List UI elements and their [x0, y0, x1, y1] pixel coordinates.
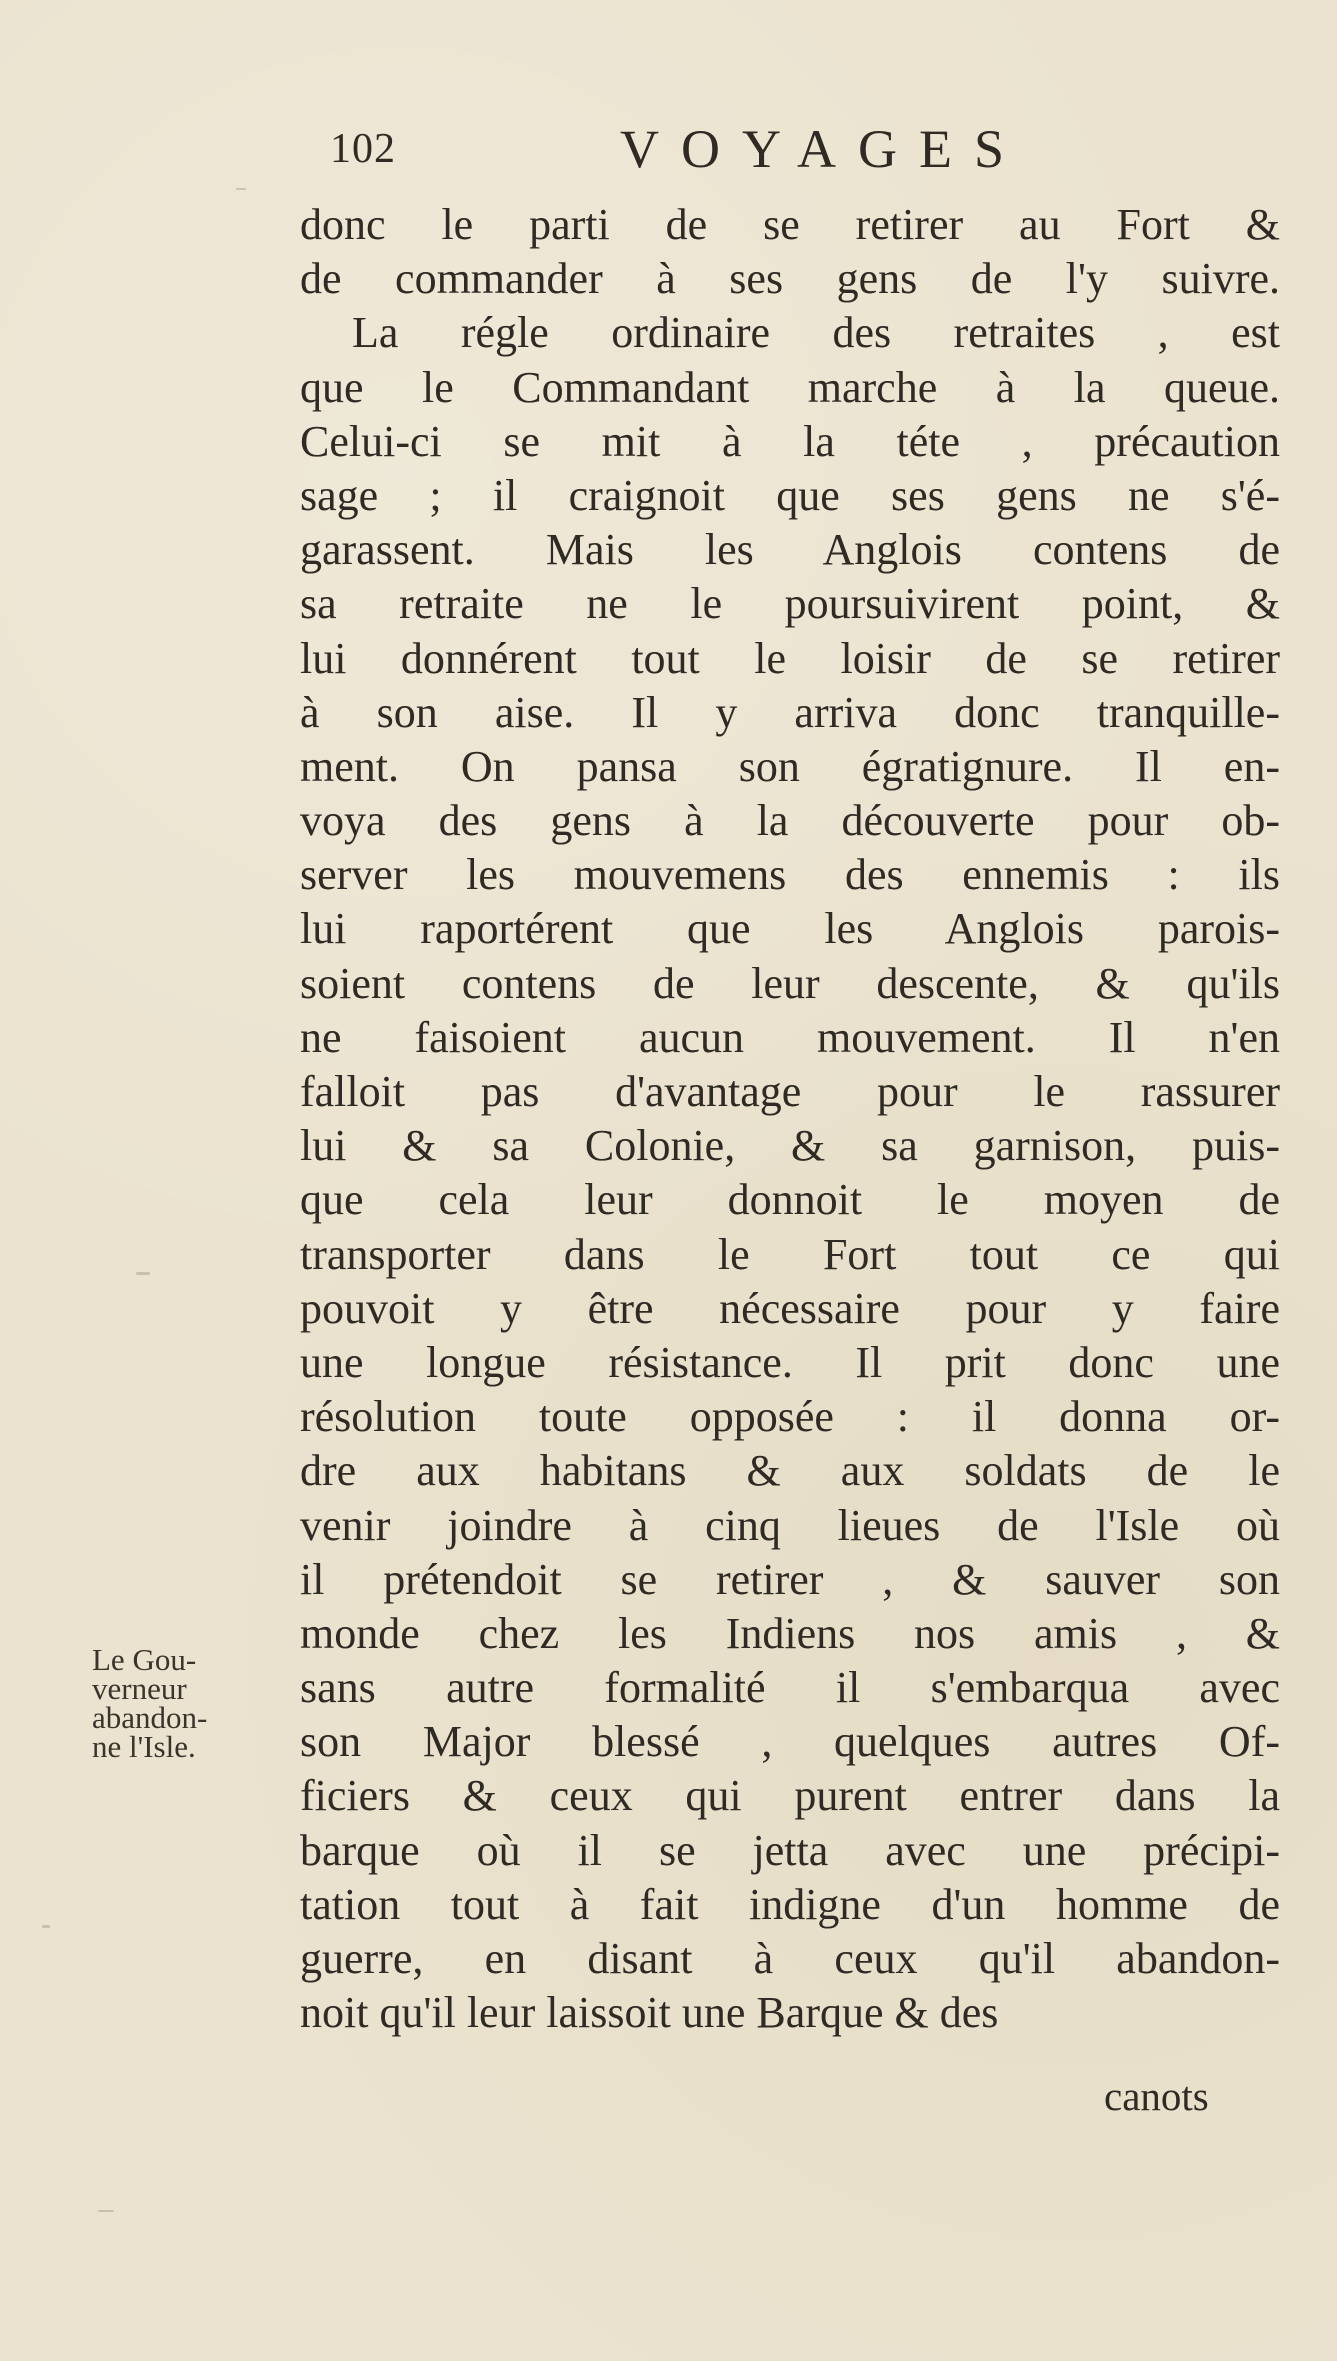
- text-line: pouvoit y être nécessaire pour y faire: [300, 1283, 1280, 1333]
- paper-speck: [236, 188, 246, 190]
- text-line: falloit pas d'avantage pour le rassurer: [300, 1067, 1280, 1116]
- text-line: guerre, en disant à ceux qu'il abandon-: [300, 1934, 1280, 1983]
- text-line: soient contens de leur descente, & qu'ils: [300, 958, 1280, 1008]
- text-line: de commander à ses gens de l'y suivre.: [300, 254, 1280, 304]
- marginal-note-line: abandon-: [92, 1700, 208, 1735]
- text-line: son Major blessé , quelques autres Of-: [300, 1717, 1280, 1767]
- text-line: sa retraite ne le poursuivirent point, &: [300, 579, 1280, 629]
- catchword: canots: [1104, 2073, 1209, 2119]
- text-line: barque où il se jetta avec une précipi-: [300, 1825, 1280, 1875]
- text-line: donc le parti de se retirer au Fort &: [300, 200, 1280, 249]
- text-line: La régle ordinaire des retraites , est: [352, 308, 1280, 358]
- marginal-note-line: Le Gou-: [92, 1642, 197, 1677]
- marginal-note: [92, 1642, 272, 1764]
- page-header: [330, 119, 1230, 208]
- main-text-block: [300, 198, 1280, 2040]
- text-line: noit qu'il leur laissoit une Barque & des: [300, 1988, 999, 2038]
- text-line: lui donnérent tout le loisir de se retirer: [300, 633, 1280, 683]
- text-line: monde chez les Indiens nos amis , &: [300, 1608, 1280, 1658]
- marginal-note-line: ne l'Isle.: [92, 1729, 196, 1764]
- text-line: venir joindre à cinq lieues de l'Isle où: [300, 1500, 1280, 1550]
- marginal-note-line: verneur: [92, 1671, 187, 1706]
- text-line: que cela leur donnoit le moyen de: [300, 1175, 1280, 1225]
- text-line: transporter dans le Fort tout ce qui: [300, 1229, 1280, 1279]
- text-line: ment. On pansa son égratignure. Il en-: [300, 741, 1280, 791]
- text-line: voya des gens à la découverte pour ob-: [300, 796, 1280, 846]
- text-line: ne faisoient aucun mouvement. Il n'en: [300, 1012, 1280, 1062]
- running-head: VOYAGES: [620, 119, 1027, 179]
- text-line: garassent. Mais les Anglois contens de: [300, 525, 1280, 575]
- text-line: à son aise. Il y arriva donc tranquille-: [300, 687, 1280, 737]
- text-line: ficiers & ceux qui purent entrer dans la: [300, 1771, 1280, 1821]
- text-line: il prétendoit se retirer , & sauver son: [300, 1554, 1280, 1604]
- paper-speck: [98, 2210, 114, 2212]
- page-number: 102: [330, 126, 396, 172]
- text-line: une longue résistance. Il prit donc une: [300, 1337, 1280, 1387]
- text-line: tation tout à fait indigne d'un homme de: [300, 1879, 1280, 1929]
- text-line: sans autre formalité il s'embarqua avec: [300, 1663, 1280, 1713]
- paper-speck: [136, 1272, 150, 1275]
- text-line: lui raportérent que les Anglois parois-: [300, 904, 1280, 954]
- text-line: lui & sa Colonie, & sa garnison, puis-: [300, 1121, 1280, 1171]
- text-line: server les mouvemens des ennemis : ils: [300, 850, 1280, 900]
- text-line: dre aux habitans & aux soldats de le: [300, 1446, 1280, 1496]
- text-line: résolution toute opposée : il donna or-: [300, 1392, 1280, 1442]
- text-line: que le Commandant marche à la queue.: [300, 362, 1280, 412]
- text-line: Celui-ci se mit à la téte , précaution: [300, 416, 1280, 466]
- paper-speck: [42, 1925, 50, 1928]
- text-line: sage ; il craignoit que ses gens ne s'é-: [300, 470, 1280, 520]
